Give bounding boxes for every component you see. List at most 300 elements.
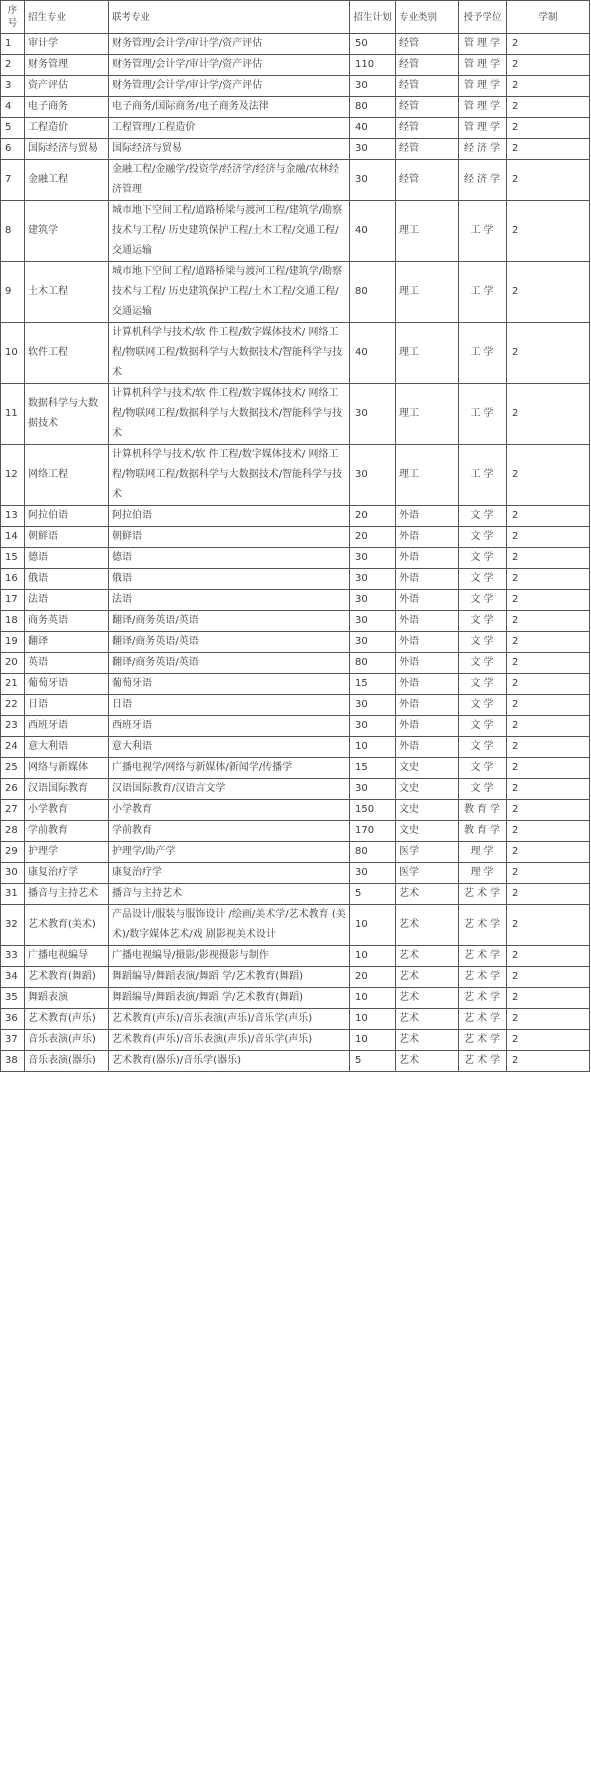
- cell-category: 艺术: [396, 1051, 459, 1072]
- cell-seq: 38: [1, 1051, 25, 1072]
- cell-category: 艺术: [396, 905, 459, 946]
- cell-category: 艺术: [396, 1009, 459, 1030]
- cell-duration: 2: [507, 445, 590, 506]
- cell-joint-majors: 工程管理/工程造价: [109, 118, 350, 139]
- table-row: [1, 262, 590, 323]
- table-row: [1, 842, 590, 863]
- table-row: [1, 97, 590, 118]
- cell-category: 经管: [396, 118, 459, 139]
- cell-duration: 2: [507, 863, 590, 884]
- cell-degree: 工学: [459, 323, 507, 384]
- cell-degree: 文学: [459, 548, 507, 569]
- cell-joint-majors: 金融工程/金融学/投资学/经济学/经济与金融/农林经济管理: [109, 160, 350, 201]
- cell-seq: 14: [1, 527, 25, 548]
- cell-degree: 工学: [459, 445, 507, 506]
- cell-plan: 20: [350, 967, 396, 988]
- cell-joint-majors: 财务管理/会计学/审计学/资产评估: [109, 34, 350, 55]
- cell-category: 外语: [396, 590, 459, 611]
- cell-degree: 文学: [459, 737, 507, 758]
- cell-category: 文史: [396, 758, 459, 779]
- cell-degree: 文学: [459, 632, 507, 653]
- header-category: 专业类别: [396, 1, 459, 34]
- cell-duration: 2: [507, 590, 590, 611]
- cell-seq: 25: [1, 758, 25, 779]
- table-row: [1, 139, 590, 160]
- cell-duration: 2: [507, 842, 590, 863]
- cell-degree: 教育学: [459, 821, 507, 842]
- cell-plan: 30: [350, 548, 396, 569]
- cell-joint-majors: 计算机科学与技术/软 件工程/数字媒体技术/ 网络工程/物联网工程/数据科学与大数据技术/智能科学与技术: [109, 384, 350, 445]
- cell-plan: 30: [350, 590, 396, 611]
- cell-plan: 5: [350, 884, 396, 905]
- cell-joint-majors: 意大利语: [109, 737, 350, 758]
- cell-major: 艺术教育(舞蹈): [25, 967, 109, 988]
- cell-degree: 艺术学: [459, 946, 507, 967]
- cell-category: 外语: [396, 506, 459, 527]
- cell-category: 外语: [396, 548, 459, 569]
- cell-category: 艺术: [396, 1030, 459, 1051]
- cell-seq: 17: [1, 590, 25, 611]
- cell-major: 音乐表演(器乐): [25, 1051, 109, 1072]
- cell-major: 财务管理: [25, 55, 109, 76]
- cell-duration: 2: [507, 569, 590, 590]
- cell-major: 小学教育: [25, 800, 109, 821]
- cell-category: 艺术: [396, 884, 459, 905]
- cell-category: 经管: [396, 55, 459, 76]
- cell-degree: 文学: [459, 506, 507, 527]
- cell-major: 金融工程: [25, 160, 109, 201]
- table-row: [1, 118, 590, 139]
- cell-major: 法语: [25, 590, 109, 611]
- cell-duration: 2: [507, 527, 590, 548]
- cell-degree: 工学: [459, 262, 507, 323]
- cell-category: 艺术: [396, 946, 459, 967]
- cell-plan: 150: [350, 800, 396, 821]
- cell-joint-majors: 葡萄牙语: [109, 674, 350, 695]
- cell-joint-majors: 法语: [109, 590, 350, 611]
- cell-duration: 2: [507, 946, 590, 967]
- cell-category: 外语: [396, 569, 459, 590]
- cell-major: 俄语: [25, 569, 109, 590]
- cell-duration: 2: [507, 967, 590, 988]
- cell-category: 医学: [396, 863, 459, 884]
- cell-major: 数据科学与大数据技术: [25, 384, 109, 445]
- cell-category: 外语: [396, 737, 459, 758]
- cell-joint-majors: 国际经济与贸易: [109, 139, 350, 160]
- table-row: [1, 988, 590, 1009]
- cell-seq: 33: [1, 946, 25, 967]
- cell-joint-majors: 播音与主持艺术: [109, 884, 350, 905]
- cell-joint-majors: 财务管理/会计学/审计学/资产评估: [109, 76, 350, 97]
- table-row: [1, 1030, 590, 1051]
- cell-seq: 11: [1, 384, 25, 445]
- cell-seq: 27: [1, 800, 25, 821]
- cell-category: 外语: [396, 653, 459, 674]
- cell-seq: 2: [1, 55, 25, 76]
- cell-major: 德语: [25, 548, 109, 569]
- cell-category: 经管: [396, 139, 459, 160]
- cell-degree: 工学: [459, 384, 507, 445]
- cell-duration: 2: [507, 384, 590, 445]
- cell-degree: 管理学: [459, 34, 507, 55]
- cell-category: 经管: [396, 34, 459, 55]
- table-row: [1, 76, 590, 97]
- cell-duration: 2: [507, 653, 590, 674]
- cell-seq: 12: [1, 445, 25, 506]
- table-row: [1, 737, 590, 758]
- cell-plan: 30: [350, 863, 396, 884]
- cell-degree: 管理学: [459, 76, 507, 97]
- table-row: [1, 445, 590, 506]
- header-plan: 招生计划: [350, 1, 396, 34]
- cell-degree: 艺术学: [459, 1051, 507, 1072]
- cell-major: 阿拉伯语: [25, 506, 109, 527]
- cell-duration: 2: [507, 779, 590, 800]
- cell-major: 审计学: [25, 34, 109, 55]
- cell-joint-majors: 电子商务/国际商务/电子商务及法律: [109, 97, 350, 118]
- cell-plan: 30: [350, 611, 396, 632]
- table-row: [1, 716, 590, 737]
- cell-degree: 教育学: [459, 800, 507, 821]
- cell-plan: 40: [350, 323, 396, 384]
- cell-major: 工程造价: [25, 118, 109, 139]
- cell-plan: 40: [350, 201, 396, 262]
- cell-category: 外语: [396, 632, 459, 653]
- cell-major: 汉语国际教育: [25, 779, 109, 800]
- cell-seq: 18: [1, 611, 25, 632]
- cell-joint-majors: 艺术教育(声乐)/音乐表演(声乐)/音乐学(声乐): [109, 1009, 350, 1030]
- table-row: [1, 34, 590, 55]
- cell-category: 理工: [396, 323, 459, 384]
- cell-duration: 2: [507, 737, 590, 758]
- cell-major: 广播电视编导: [25, 946, 109, 967]
- cell-duration: 2: [507, 1030, 590, 1051]
- cell-degree: 文学: [459, 779, 507, 800]
- cell-plan: 10: [350, 1009, 396, 1030]
- cell-seq: 34: [1, 967, 25, 988]
- cell-plan: 15: [350, 758, 396, 779]
- cell-plan: 30: [350, 632, 396, 653]
- cell-major: 网络与新媒体: [25, 758, 109, 779]
- table-row: [1, 160, 590, 201]
- cell-duration: 2: [507, 34, 590, 55]
- cell-joint-majors: 日语: [109, 695, 350, 716]
- cell-plan: 30: [350, 445, 396, 506]
- table-row: [1, 201, 590, 262]
- cell-degree: 理学: [459, 842, 507, 863]
- cell-plan: 20: [350, 506, 396, 527]
- cell-duration: 2: [507, 884, 590, 905]
- cell-degree: 工学: [459, 201, 507, 262]
- cell-plan: 170: [350, 821, 396, 842]
- cell-major: 舞蹈表演: [25, 988, 109, 1009]
- cell-seq: 24: [1, 737, 25, 758]
- header-joint-majors: 联考专业: [109, 1, 350, 34]
- cell-plan: 80: [350, 262, 396, 323]
- header-duration: 学制: [507, 1, 590, 34]
- cell-duration: 2: [507, 905, 590, 946]
- cell-major: 音乐表演(声乐): [25, 1030, 109, 1051]
- cell-duration: 2: [507, 55, 590, 76]
- cell-category: 艺术: [396, 988, 459, 1009]
- cell-degree: 文学: [459, 653, 507, 674]
- cell-seq: 4: [1, 97, 25, 118]
- cell-seq: 15: [1, 548, 25, 569]
- cell-seq: 23: [1, 716, 25, 737]
- cell-degree: 艺术学: [459, 884, 507, 905]
- cell-duration: 2: [507, 76, 590, 97]
- cell-seq: 8: [1, 201, 25, 262]
- cell-major: 商务英语: [25, 611, 109, 632]
- cell-major: 电子商务: [25, 97, 109, 118]
- cell-seq: 20: [1, 653, 25, 674]
- cell-duration: 2: [507, 118, 590, 139]
- cell-duration: 2: [507, 821, 590, 842]
- cell-degree: 管理学: [459, 97, 507, 118]
- table-row: [1, 632, 590, 653]
- cell-joint-majors: 广播电视编导/摄影/影视摄影与制作: [109, 946, 350, 967]
- cell-category: 经管: [396, 97, 459, 118]
- cell-joint-majors: 艺术教育(器乐)/音乐学(器乐): [109, 1051, 350, 1072]
- cell-duration: 2: [507, 632, 590, 653]
- cell-major: 网络工程: [25, 445, 109, 506]
- table-row: [1, 967, 590, 988]
- cell-plan: 80: [350, 653, 396, 674]
- cell-seq: 3: [1, 76, 25, 97]
- table-row: [1, 55, 590, 76]
- cell-category: 文史: [396, 821, 459, 842]
- cell-degree: 经济学: [459, 139, 507, 160]
- cell-seq: 21: [1, 674, 25, 695]
- cell-plan: 20: [350, 527, 396, 548]
- cell-joint-majors: 朝鲜语: [109, 527, 350, 548]
- table-row: [1, 695, 590, 716]
- cell-category: 外语: [396, 527, 459, 548]
- cell-duration: 2: [507, 716, 590, 737]
- cell-joint-majors: 汉语国际教育/汉语言文学: [109, 779, 350, 800]
- cell-joint-majors: 舞蹈编导/舞蹈表演/舞蹈 学/艺术教育(舞蹈): [109, 967, 350, 988]
- table-row: [1, 946, 590, 967]
- table-row: [1, 884, 590, 905]
- cell-duration: 2: [507, 262, 590, 323]
- cell-duration: 2: [507, 674, 590, 695]
- cell-major: 资产评估: [25, 76, 109, 97]
- cell-joint-majors: 艺术教育(声乐)/音乐表演(声乐)/音乐学(声乐): [109, 1030, 350, 1051]
- cell-category: 理工: [396, 384, 459, 445]
- cell-seq: 1: [1, 34, 25, 55]
- cell-degree: 管理学: [459, 55, 507, 76]
- cell-duration: 2: [507, 988, 590, 1009]
- cell-duration: 2: [507, 323, 590, 384]
- cell-seq: 19: [1, 632, 25, 653]
- cell-degree: 文学: [459, 758, 507, 779]
- cell-duration: 2: [507, 506, 590, 527]
- table-row: [1, 527, 590, 548]
- table-row: [1, 800, 590, 821]
- cell-degree: 艺术学: [459, 1030, 507, 1051]
- cell-major: 翻译: [25, 632, 109, 653]
- cell-seq: 28: [1, 821, 25, 842]
- cell-major: 西班牙语: [25, 716, 109, 737]
- cell-joint-majors: 舞蹈编导/舞蹈表演/舞蹈 学/艺术教育(舞蹈): [109, 988, 350, 1009]
- header-seq: 序号: [1, 1, 25, 34]
- cell-joint-majors: 翻译/商务英语/英语: [109, 653, 350, 674]
- cell-major: 康复治疗学: [25, 863, 109, 884]
- cell-joint-majors: 俄语: [109, 569, 350, 590]
- table-row: [1, 506, 590, 527]
- cell-seq: 35: [1, 988, 25, 1009]
- cell-major: 朝鲜语: [25, 527, 109, 548]
- cell-seq: 13: [1, 506, 25, 527]
- cell-duration: 2: [507, 758, 590, 779]
- cell-duration: 2: [507, 611, 590, 632]
- header-row: [1, 1, 590, 34]
- table-row: [1, 863, 590, 884]
- cell-seq: 6: [1, 139, 25, 160]
- cell-plan: 10: [350, 905, 396, 946]
- cell-degree: 文学: [459, 569, 507, 590]
- cell-degree: 文学: [459, 674, 507, 695]
- cell-seq: 30: [1, 863, 25, 884]
- cell-major: 学前教育: [25, 821, 109, 842]
- cell-joint-majors: 产品设计/服装与服饰设计 /绘画/美术学/艺术教育 (美术)/数字媒体艺术/戏 剧影视美术设计: [109, 905, 350, 946]
- cell-joint-majors: 计算机科学与技术/软 件工程/数字媒体技术/ 网络工程/物联网工程/数据科学与大数据技术/智能科学与技术: [109, 323, 350, 384]
- cell-category: 文史: [396, 779, 459, 800]
- cell-major: 英语: [25, 653, 109, 674]
- table-row: [1, 779, 590, 800]
- cell-degree: 文学: [459, 716, 507, 737]
- cell-degree: 管理学: [459, 118, 507, 139]
- cell-plan: 30: [350, 695, 396, 716]
- table-row: [1, 1051, 590, 1072]
- cell-major: 土木工程: [25, 262, 109, 323]
- cell-degree: 艺术学: [459, 1009, 507, 1030]
- cell-joint-majors: 阿拉伯语: [109, 506, 350, 527]
- cell-seq: 10: [1, 323, 25, 384]
- cell-category: 艺术: [396, 967, 459, 988]
- cell-major: 意大利语: [25, 737, 109, 758]
- cell-duration: 2: [507, 97, 590, 118]
- cell-joint-majors: 城市地下空间工程/道路桥梁与渡河工程/建筑学/勘察技术与工程/ 历史建筑保护工程/土木工程/交通工程/交通运输: [109, 262, 350, 323]
- cell-joint-majors: 翻译/商务英语/英语: [109, 632, 350, 653]
- cell-joint-majors: 康复治疗学: [109, 863, 350, 884]
- cell-major: 艺术教育(美术): [25, 905, 109, 946]
- table-row: [1, 384, 590, 445]
- cell-joint-majors: 小学教育: [109, 800, 350, 821]
- cell-plan: 110: [350, 55, 396, 76]
- cell-plan: 15: [350, 674, 396, 695]
- table-row: [1, 548, 590, 569]
- cell-duration: 2: [507, 800, 590, 821]
- cell-degree: 文学: [459, 611, 507, 632]
- cell-category: 经管: [396, 160, 459, 201]
- cell-joint-majors: 护理学/助产学: [109, 842, 350, 863]
- cell-joint-majors: 西班牙语: [109, 716, 350, 737]
- cell-seq: 26: [1, 779, 25, 800]
- cell-seq: 22: [1, 695, 25, 716]
- cell-joint-majors: 学前教育: [109, 821, 350, 842]
- cell-plan: 30: [350, 779, 396, 800]
- cell-duration: 2: [507, 160, 590, 201]
- cell-joint-majors: 翻译/商务英语/英语: [109, 611, 350, 632]
- table-row: [1, 905, 590, 946]
- cell-major: 葡萄牙语: [25, 674, 109, 695]
- table-row: [1, 758, 590, 779]
- cell-plan: 30: [350, 384, 396, 445]
- cell-joint-majors: 德语: [109, 548, 350, 569]
- cell-duration: 2: [507, 201, 590, 262]
- table-row: [1, 821, 590, 842]
- cell-plan: 30: [350, 716, 396, 737]
- cell-seq: 36: [1, 1009, 25, 1030]
- cell-major: 播音与主持艺术: [25, 884, 109, 905]
- cell-plan: 10: [350, 946, 396, 967]
- cell-category: 经管: [396, 76, 459, 97]
- cell-seq: 16: [1, 569, 25, 590]
- cell-major: 护理学: [25, 842, 109, 863]
- table-row: [1, 611, 590, 632]
- header-major: 招生专业: [25, 1, 109, 34]
- table-row: [1, 590, 590, 611]
- cell-category: 理工: [396, 445, 459, 506]
- table-row: [1, 674, 590, 695]
- cell-plan: 30: [350, 76, 396, 97]
- cell-plan: 30: [350, 139, 396, 160]
- cell-seq: 9: [1, 262, 25, 323]
- cell-plan: 80: [350, 842, 396, 863]
- table-row: [1, 323, 590, 384]
- cell-major: 国际经济与贸易: [25, 139, 109, 160]
- cell-category: 外语: [396, 674, 459, 695]
- cell-joint-majors: 计算机科学与技术/软 件工程/数字媒体技术/ 网络工程/物联网工程/数据科学与大数据技术/智能科学与技术: [109, 445, 350, 506]
- cell-category: 外语: [396, 611, 459, 632]
- cell-degree: 文学: [459, 527, 507, 548]
- cell-degree: 艺术学: [459, 988, 507, 1009]
- cell-major: 建筑学: [25, 201, 109, 262]
- cell-seq: 5: [1, 118, 25, 139]
- cell-major: 艺术教育(声乐): [25, 1009, 109, 1030]
- cell-degree: 经济学: [459, 160, 507, 201]
- cell-degree: 艺术学: [459, 967, 507, 988]
- cell-seq: 29: [1, 842, 25, 863]
- cell-category: 理工: [396, 201, 459, 262]
- cell-category: 医学: [396, 842, 459, 863]
- header-degree: 授予学位: [459, 1, 507, 34]
- cell-category: 外语: [396, 716, 459, 737]
- table-row: [1, 1009, 590, 1030]
- cell-seq: 32: [1, 905, 25, 946]
- cell-major: 软件工程: [25, 323, 109, 384]
- table-row: [1, 653, 590, 674]
- table-body: [1, 1, 590, 1072]
- cell-plan: 10: [350, 988, 396, 1009]
- cell-duration: 2: [507, 695, 590, 716]
- cell-plan: 30: [350, 569, 396, 590]
- cell-degree: 艺术学: [459, 905, 507, 946]
- cell-plan: 10: [350, 1030, 396, 1051]
- cell-duration: 2: [507, 139, 590, 160]
- cell-joint-majors: 广播电视学/网络与新媒体/新闻学/传播学: [109, 758, 350, 779]
- cell-seq: 37: [1, 1030, 25, 1051]
- cell-joint-majors: 城市地下空间工程/道路桥梁与渡河工程/建筑学/勘察技术与工程/ 历史建筑保护工程/土木工程/交通工程/交通运输: [109, 201, 350, 262]
- cell-duration: 2: [507, 548, 590, 569]
- cell-plan: 80: [350, 97, 396, 118]
- cell-plan: 50: [350, 34, 396, 55]
- cell-seq: 31: [1, 884, 25, 905]
- cell-degree: 理学: [459, 863, 507, 884]
- cell-joint-majors: 财务管理/会计学/审计学/资产评估: [109, 55, 350, 76]
- table-row: [1, 569, 590, 590]
